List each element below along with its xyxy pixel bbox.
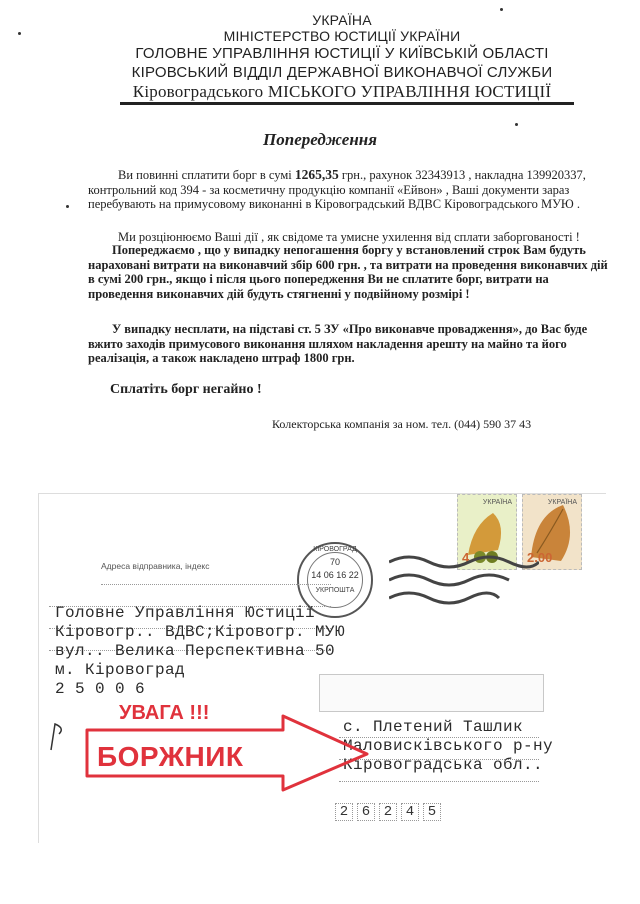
letter-title: Попередження: [263, 130, 377, 149]
scan-speck: [515, 123, 518, 126]
recipient-name-box: [319, 674, 544, 712]
postmark-post: УКРПОШТА: [315, 587, 355, 594]
sender-line-text: Головне Управління Юстиції: [55, 604, 316, 622]
paragraph-enforcement: У випадку несплати, на підставі ст. 5 ЗУ «Про виконавче провадження», до Вас буде вжито заходів примусового виконання шляхом накладення арешту на майно та його реалізація, а також накладено штраф 1800 грн.: [88, 322, 588, 365]
header-main-directorate: ГОЛОВНЕ УПРАВЛІННЯ ЮСТИЦІЇ У КИЇВСЬКІЙ ОБЛАСТІ: [135, 45, 549, 62]
recipient-line-text: Маловисківського р-ну: [343, 737, 554, 755]
postmark-date: 14 06 16 22: [311, 570, 359, 580]
paragraph-evaluation: Ми розціюнюємо Ваші дії , як свідоме та умисне ухилення від сплати заборгованості !: [118, 230, 580, 244]
sender-line-text: вул.. Велика Перспективна 50: [55, 642, 336, 660]
paragraph-warning: Попереджаємо , що у випадку непогашення боргу у встановлений строк Вам будуть нараховані витрати на виконавчий збір 600 грн. , та витрати на проведення виконавчих дій в сумі 200 грн., якщо і після цього попередження Ви не сплатите борг, витрати на проведення виконавчих дій будуть стягненні у подвійному розмірі !: [88, 243, 608, 301]
scan-speck: [18, 32, 21, 35]
sender-line-text: м. Кіровоград: [55, 661, 186, 679]
warning-debtor: БОРЖНИК: [97, 741, 244, 772]
zip-digit: 2: [379, 803, 397, 821]
header-ministry: МІНІСТЕРСТВО ЮСТИЦІЇ УКРАЇНИ: [223, 28, 461, 44]
stamp-country: УКРАЇНА: [482, 499, 512, 506]
header-country: УКРАЇНА: [312, 12, 372, 28]
header-department: КІРОВСЬКИЙ ВІДДІЛ ДЕРЖАВНОЇ ВИКОНАВЧОЇ СЛУЖБИ: [131, 64, 553, 81]
zip-digit: 6: [357, 803, 375, 821]
cancellation-waves: [389, 552, 539, 612]
stamp-country: УКРАЇНА: [547, 499, 577, 506]
p1-text-a: Ви повинні сплатити борг в сумі: [118, 168, 295, 182]
pay-now-callout: Сплатіть борг негайно !: [110, 382, 262, 397]
sender-line: [101, 584, 331, 585]
sender-label: Адреса відправника, індекс: [101, 561, 210, 571]
stamp-value: 2.00: [527, 550, 553, 565]
postmark-city: КІРОВОГРАД: [313, 546, 357, 553]
zip-digit: 4: [401, 803, 419, 821]
pen-mark: [45, 720, 75, 754]
paragraph-debt: [88, 168, 608, 212]
stamp-value: 4: [462, 550, 470, 565]
zip-digit: 2: [335, 803, 353, 821]
debt-amount: 1265,35: [294, 167, 339, 182]
recipient-address: [343, 718, 553, 775]
sender-address: [55, 604, 345, 699]
header-rule: [120, 102, 574, 105]
warning-attention: УВАГА !!!: [119, 702, 210, 724]
zip-digit: 5: [423, 803, 441, 821]
scan-speck: [66, 205, 69, 208]
postmark-number: 70: [329, 557, 340, 567]
p1-text-b: грн., рахунок 32343913 , накладна 139920337, контрольний код 394 - за косметичну продукцію компанії «Ейвон» , Ваші документи зараз перебувають на примусовому виконанні в Кіровоградський ВДВС Кіровоградського МУЮ .: [88, 168, 586, 211]
header-city-directorate: Кіровоградського МІСЬКОГО УПРАВЛІННЯ ЮСТИЦІЇ: [132, 82, 552, 101]
recipient-line-text: Кіровоградська обл..: [343, 756, 544, 774]
envelope: [38, 493, 606, 843]
sender-line-text: Кіровогр.. ВДВС;Кіровогр. МУЮ: [55, 623, 346, 641]
recipient-line-text: с. Плетений Ташлик: [343, 718, 524, 736]
collector-signature: Колекторська компанія за ном. тел. (044) 590 37 43: [272, 417, 532, 431]
scan-speck: [500, 8, 503, 11]
sender-zip: 2 5 0 0 6: [55, 680, 146, 698]
